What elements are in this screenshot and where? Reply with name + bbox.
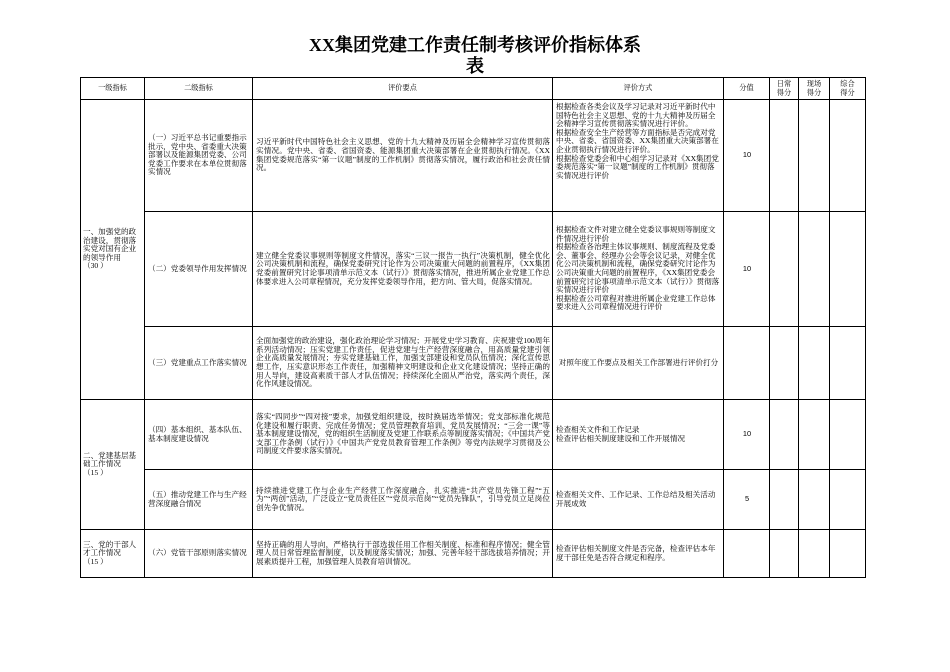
row-4-score-value: 10 — [742, 429, 752, 439]
row-6-key-points-text: 坚持正确的用人导向，严格执行干部选拔任用工作相关制度、标准和程序情况；健全管理人员日常管理监督制度，以及制度落实情况；加强、完善年轻干部选拔培养情况；开展素质提升工程，加强管理人员教育培训情况。 — [256, 539, 550, 566]
row-2-onsite-score — [799, 212, 830, 327]
row-4-daily-score — [770, 400, 799, 470]
group-2-label: 二、党建基层基础工作情况 — [83, 450, 137, 469]
row-4-method-text: 检查相关文件和工作记录 检查评估相关制度建设和工作开展情况 — [556, 424, 686, 443]
header-level1 — [81, 78, 145, 100]
row-6-method — [553, 530, 724, 578]
header-score — [724, 78, 770, 100]
row-6-onsite-score — [799, 530, 830, 578]
row-6-key-points — [253, 530, 553, 578]
header-onsite-score-label: 现场得分 — [806, 79, 822, 97]
row-2-overall-score — [830, 212, 866, 327]
header-level2-label: 二级指标 — [184, 84, 213, 93]
row-5-key-points — [253, 470, 553, 530]
row-4-level2 — [145, 400, 253, 470]
row-3-method-text: 对照年度工作要点及相关工作部署进行评价打分 — [558, 357, 719, 367]
header-overall-score — [830, 78, 866, 100]
header-onsite-score — [799, 78, 830, 100]
row-6-daily-score — [770, 530, 799, 578]
group-3-cell — [81, 530, 145, 578]
row-5-score-value: 5 — [744, 494, 750, 504]
row-3-key-points — [253, 327, 553, 400]
group-2-weight: （15 ） — [83, 467, 108, 477]
row-4-level2-text: （四）基本组织、基本队伍、基本制度建设情况 — [148, 424, 247, 443]
row-3-level2-text: （三）党建重点工作落实情况 — [148, 357, 247, 367]
row-4-overall-score — [830, 400, 866, 470]
row-5-onsite-score — [799, 470, 830, 530]
row-5-level2-text: （五）推动党建工作与生产经营深度融合情况 — [148, 489, 247, 508]
row-1-key-points — [253, 100, 553, 212]
group-2-cell — [81, 400, 145, 530]
row-2-score — [724, 212, 770, 327]
row-1-onsite-score — [799, 100, 830, 212]
title-line-2: 表 — [466, 56, 484, 76]
group-3-label: 三、党的干部人才工作情况 — [83, 539, 137, 558]
row-1-method-text: 根据检查各类会议及学习记录对习近平新时代中国特色社会主义思想、党的十九大精神及历届全会精神学习宣传贯彻落实情况进行评价。 根据检查安全生产经营等方面指标是否完成对党中央、省委、省国资委、XX集团重大决策部署在企业贯彻执行情况进行评价。 根据检查党委会和中心组学习记录对《XX集团党委规范落实“第一议题”制度的工作机制》贯彻落实情况进行评价 — [556, 102, 719, 180]
row-4-score — [724, 400, 770, 470]
row-1-score-value: 10 — [742, 150, 752, 160]
title-line-1: XX集团党建工作责任制考核评价指标体系 — [309, 35, 641, 55]
row-2-daily-score — [770, 212, 799, 327]
row-3-daily-score — [770, 327, 799, 400]
group-1-label: 一、加强党的政治建设，贯彻落实党对国有企业的领导作用 — [83, 227, 137, 262]
row-2-score-value: 10 — [742, 263, 752, 273]
row-5-overall-score — [830, 470, 866, 530]
row-6-overall-score — [830, 530, 866, 578]
sheet-title — [0, 35, 950, 77]
row-2-level2-text: （二）党委领导作用发挥情况 — [148, 263, 247, 273]
row-1-method — [553, 100, 724, 212]
row-6-score — [724, 530, 770, 578]
row-1-key-points-text: 习近平新时代中国特色社会主义思想、党的十九大精神及历届全会精神学习宣传贯彻落实情况。党中央、省委、省国资委、能源集团重大决策部署在企业贯彻执行情况。《XX集团党委规范落实“第一议题”制度的工作机制》贯彻落实情况，履行政治和社会责任情况。 — [256, 137, 550, 173]
row-3-method — [553, 327, 724, 400]
row-3-key-points-text: 全面加强党的政治建设，强化政治理论学习情况；开展党史学习教育、庆祝建党100周年系列活动情况；压实党建工作责任，促进党建与生产经营深度融合，用高质量党建引领企业高质量发展情况；夯实党建基础工作，加强支部建设和党员队伍情况；深化宣传思想工作，压实意识形态工作责任，加强精神文明建设和企业文化建设情况；坚持正确的用人导向，建设高素质干部人才队伍情况；持续深化全面从严治党，落实两个责任，深化作风建设情况。 — [256, 336, 550, 389]
row-5-level2 — [145, 470, 253, 530]
row-5-daily-score — [770, 470, 799, 530]
row-5-method-text: 检查相关文件、工作记录、工作总结及相关活动开展成效 — [556, 489, 716, 508]
row-6-level2 — [145, 530, 253, 578]
row-1-level2 — [145, 100, 253, 212]
row-5-method — [553, 470, 724, 530]
header-daily-score — [770, 78, 799, 100]
row-1-daily-score — [770, 100, 799, 212]
header-score-label: 分值 — [739, 84, 754, 93]
group-1-cell — [81, 100, 145, 400]
row-4-key-points — [253, 400, 553, 470]
header-method-label: 评价方式 — [623, 84, 653, 93]
evaluation-table — [80, 77, 866, 578]
group-1-weight: （30 ） — [83, 261, 108, 271]
header-method — [553, 78, 724, 100]
row-2-level2 — [145, 212, 253, 327]
row-6-level2-text: （六）党管干部原则落实情况 — [148, 548, 247, 558]
header-daily-score-label: 日常得分 — [776, 79, 792, 97]
row-4-method — [553, 400, 724, 470]
header-overall-score-label: 综合得分 — [840, 79, 855, 97]
row-2-key-points-text: 建立健全党委议事规则等制度文件情况，落实“三议一报告一执行”决策机制，健全优化公司决策机制和流程，确保党委研究讨论作为公司决策重大问题的前置程序，《XX集团党委前置研究讨论事项清单示范文本（试行）》贯彻落实情况，推进所属企业党建工作总体要求进入公司章程情况，充分发挥党委领导作用，把方向、管大局，促落实情况。 — [256, 250, 550, 286]
row-2-method-text: 根据检查文件对建立健全党委议事规则等制度文件情况进行评价 根据检查各治理主体议事规则、制度流程及党委会、董事会、经理办公会等会议记录，对健全优化公司决策机制和流程，确保党委研究讨论作为公司决策重大问题的前置程序，《XX集团党委会前置研究讨论事项清单示范文本（试行）》贯彻落实情况进行评价 根据检查公司章程对推进所属企业党建工作总体要求进入公司章程情况进行评价 — [556, 225, 720, 312]
row-1-overall-score — [830, 100, 866, 212]
header-level1-label: 一级指标 — [98, 84, 127, 93]
row-1-level2-text: （一）习近平总书记重要指示批示，党中央、省委重大决策部署以及能源集团党委、公司党委工作要求在本单位贯彻落实情况 — [148, 133, 247, 177]
row-3-overall-score — [830, 327, 866, 400]
row-2-method — [553, 212, 724, 327]
header-key-points — [253, 78, 553, 100]
row-1-score — [724, 100, 770, 212]
header-key-points-label: 评价要点 — [388, 84, 417, 93]
row-3-score — [724, 327, 770, 400]
row-3-onsite-score — [799, 327, 830, 400]
row-5-score — [724, 470, 770, 530]
row-5-key-points-text: 持续推进党建工作与企业生产经营工作深度融合，扎实推进“共产党员先锋工程”“五为”“两创”活动，广泛设立“党员责任区”“党员示范岗”“党员先锋队”，引导党员立足岗位创先争优情况。 — [256, 485, 550, 512]
row-2-key-points — [253, 212, 553, 327]
row-3-level2 — [145, 327, 253, 400]
row-4-onsite-score — [799, 400, 830, 470]
row-4-key-points-text: 落实“四同步”“四对接”要求，加强党组织建设，按时换届选举情况；党支部标准化规范化建设和履行职责、完成任务情况；党员管理教育培训、党员发展情况；“三会一课”等基本制度建设情况，党的组织生活制度及党建工作联系点等制度落实情况；《中国共产党支部工作条例（试行）》《中国共产党党员教育管理工作条例》等党内法规学习贯彻及公司制度文件要求落实情况。 — [256, 412, 550, 456]
group-3-weight: （15 ） — [83, 556, 108, 566]
row-6-method-text: 检查评估相关制度文件是否完备，检查评估本年度干部任免是否符合规定和程序。 — [556, 543, 716, 562]
header-level2 — [145, 78, 253, 100]
